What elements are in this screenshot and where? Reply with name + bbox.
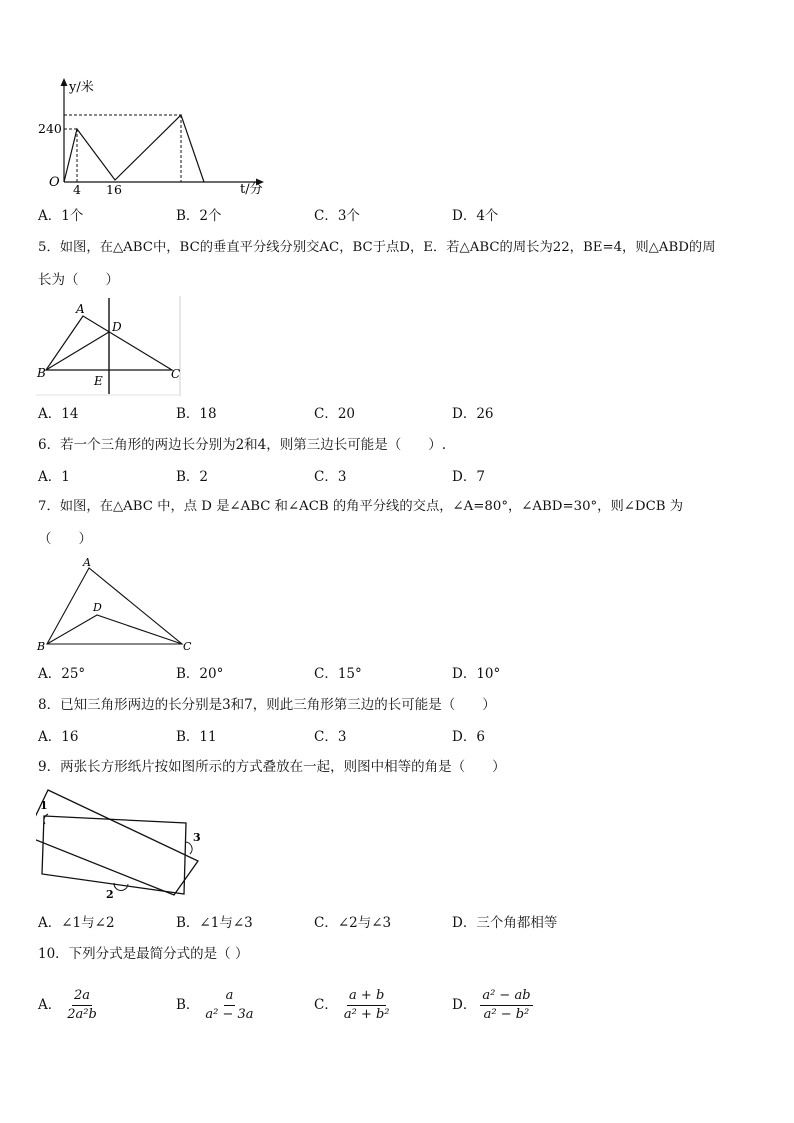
fraction-b-numerator: a — [224, 988, 236, 1006]
label-a: A — [76, 302, 85, 316]
q7-stem-line1: 7．如图，在△ABC 中，点 D 是∠ABC 和∠ACB 的角平分线的交点，∠A=80°，∠ABD=30°，则∠DCB 为 — [38, 499, 684, 514]
q8-option-c[interactable]: C．3 — [314, 729, 347, 745]
q7-stem-line2: （ ） — [38, 531, 92, 547]
q5-options — [38, 403, 758, 425]
y-tick-240: 240 — [38, 121, 62, 136]
q9-option-b[interactable]: B．∠1与∠3 — [176, 915, 253, 931]
q9-stem: 9．两张长方形纸片按如图所示的方式叠放在一起，则图中相等的角是（ ） — [38, 759, 506, 775]
y-axis-arrow — [61, 78, 68, 86]
q4-option-a[interactable]: A．1个 — [38, 208, 84, 224]
label-b: B — [37, 640, 46, 653]
x-tick-16: 16 — [106, 182, 122, 197]
fraction-d-numerator: a² − ab — [480, 988, 532, 1006]
fraction-d-denominator: a² − b² — [483, 1007, 530, 1022]
q9-option-a[interactable]: A．∠1与∠2 — [38, 915, 115, 931]
q4-option-c[interactable]: C．3个 — [314, 208, 360, 224]
fraction-a-numerator: 2a — [72, 988, 92, 1006]
q4-graph-figure — [38, 76, 278, 198]
q5-option-a[interactable]: A．14 — [38, 406, 79, 422]
q8-option-d[interactable]: D．6 — [452, 729, 485, 745]
q5-option-c[interactable]: C．20 — [314, 406, 356, 422]
q7-option-b[interactable]: B．20° — [176, 666, 224, 682]
fraction-a — [65, 988, 99, 1023]
q10-option-c[interactable] — [314, 984, 392, 1026]
x-tick-4: 4 — [73, 182, 81, 197]
label-d: D — [112, 320, 122, 334]
q9-options — [38, 912, 758, 934]
q10-option-c-label: C． — [314, 997, 338, 1013]
fraction-b-denominator: a² − 3a — [205, 1007, 254, 1022]
q6-option-d[interactable]: D．7 — [452, 469, 485, 485]
q4-options — [38, 205, 758, 227]
label-c: C — [183, 640, 192, 653]
q4-option-b[interactable]: B．2个 — [176, 208, 222, 224]
q8-option-b[interactable]: B．11 — [176, 729, 217, 745]
graph-line — [64, 115, 204, 182]
y-axis-label: y/米 — [69, 80, 94, 95]
label-a: A — [83, 556, 91, 569]
q5-stem-line2: 长为（ ） — [38, 272, 119, 288]
fraction-c — [342, 988, 392, 1023]
label-c: C — [171, 367, 181, 381]
bisector-segments — [47, 615, 182, 644]
label-e: E — [94, 374, 103, 388]
angle-label-3: 3 — [193, 831, 201, 844]
q6-option-b[interactable]: B．2 — [176, 469, 209, 485]
q5-triangle-figure — [36, 296, 186, 396]
q10-options — [38, 984, 758, 1026]
angle-label-2: 2 — [106, 888, 114, 901]
angle-label-1: 1 — [40, 799, 48, 812]
fraction-d — [480, 988, 532, 1023]
q6-stem: 6．若一个三角形的两边长分别为2和4，则第三边长可能是（ ）. — [38, 437, 447, 453]
segment-bd — [46, 332, 109, 370]
q10-option-a-label: A． — [38, 997, 62, 1013]
q8-option-a[interactable]: A．16 — [38, 729, 79, 745]
q10-option-b[interactable] — [176, 984, 256, 1026]
q6-option-a[interactable]: A．1 — [38, 469, 70, 485]
q6-options — [38, 466, 758, 488]
q10-option-d-label: D． — [452, 997, 477, 1013]
rectangle-tilted — [36, 790, 198, 895]
q7-option-d[interactable]: D．10° — [452, 666, 501, 682]
q7-options — [38, 663, 758, 685]
fraction-c-denominator: a² + b² — [343, 1007, 390, 1022]
rectangle-level — [42, 816, 186, 894]
q8-options — [38, 726, 758, 748]
fraction-c-numerator: a + b — [347, 988, 386, 1006]
angle-mark-3 — [185, 842, 192, 854]
fraction-b — [203, 988, 255, 1023]
q10-option-b-label: B． — [176, 997, 200, 1013]
label-b: B — [37, 366, 46, 380]
q10-option-a[interactable] — [38, 984, 99, 1026]
label-d: D — [93, 601, 102, 614]
q6-option-c[interactable]: C．3 — [314, 469, 347, 485]
q8-stem: 8．已知三角形两边的长分别是3和7，则此三角形第三边的长可能是（ ） — [38, 697, 496, 713]
q9-option-c[interactable]: C．∠2与∠3 — [314, 915, 392, 931]
x-axis-label: t/分 — [240, 182, 263, 197]
q5-option-b[interactable]: B．18 — [176, 406, 217, 422]
fraction-a-denominator: 2a²b — [67, 1007, 97, 1022]
q7-option-c[interactable]: C．15° — [314, 666, 362, 682]
q10-stem: 10．下列分式是最简分式的是（ ） — [38, 946, 249, 962]
q10-option-d[interactable] — [452, 984, 533, 1026]
q9-option-d[interactable]: D．三个角都相等 — [452, 915, 558, 931]
q9-rectangles-figure — [36, 786, 206, 904]
q4-option-d[interactable]: D．4个 — [452, 208, 499, 224]
q7-triangle-figure — [36, 556, 196, 656]
origin-label: O — [49, 175, 60, 190]
q7-option-a[interactable]: A．25° — [38, 666, 86, 682]
q5-option-d[interactable]: D．26 — [452, 406, 494, 422]
q5-stem-line1: 5．如图，在△ABC中，BC的垂直平分线分别交AC，BC于点D，E．若△ABC的周长为22，BE=4，则△ABD的周 — [38, 240, 716, 255]
